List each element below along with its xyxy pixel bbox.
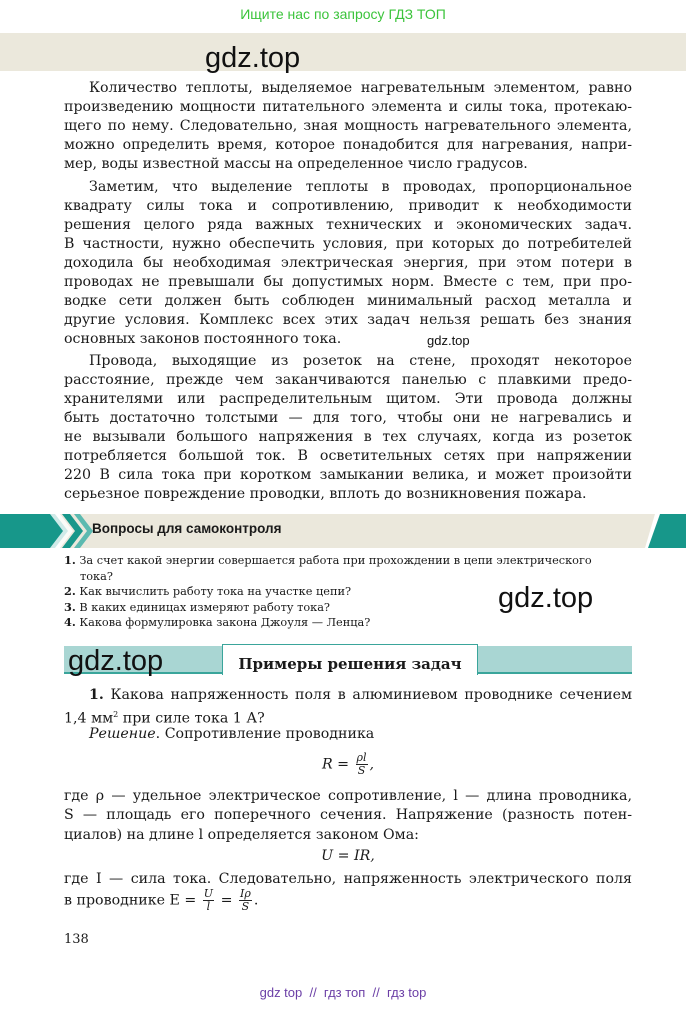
examples-title: Примеры решения задач: [222, 644, 478, 675]
footer-links[interactable]: gdz top // гдз топ // гдз top: [259, 985, 427, 1000]
text-line: потребляется большой ток. В осветительных сетях при напряжении: [64, 448, 632, 464]
text-line: водке сети должен быть соблюден минимальный расход металла и: [64, 293, 632, 309]
question-number: 3.: [64, 599, 76, 614]
punct: ,: [369, 756, 375, 773]
numerator: ρl: [356, 751, 367, 764]
text-line: быть достаточно толстыми — для того, чтобы они не нагревались и: [64, 410, 632, 426]
text-line: щего по нему. Следовательно, зная мощность нагревательного элемента,: [64, 118, 632, 134]
formula-lhs: R =: [321, 756, 350, 773]
question-number: 1.: [64, 553, 76, 567]
solution-text: в проводнике E =: [64, 892, 197, 909]
numerator: U: [203, 887, 214, 900]
text-line: основных законов постоянного тока.: [64, 331, 342, 347]
denominator: S: [241, 900, 250, 913]
problem-text: 1,4 мм: [64, 710, 114, 727]
page-number: 138: [64, 932, 89, 947]
question-text-cont: тока?: [80, 569, 113, 583]
question-text: В каких единицах измеряют работу тока?: [79, 600, 330, 614]
text-line: решения целого ряда важных технических и экономических задач.: [64, 217, 632, 233]
question-text: Как вычислить работу тока на участке цепи?: [79, 585, 352, 598]
watermark: gdz.top: [68, 645, 164, 677]
problem-line: [89, 686, 632, 705]
formula-ohm: U = IR,: [321, 848, 375, 864]
fraction: [239, 888, 252, 913]
punct: .: [253, 892, 259, 909]
formula-field-strength: [64, 888, 258, 913]
text-line: доходила бы необходимая электрическая энергия, при этом потери в: [64, 255, 632, 271]
watermark: gdz.top: [205, 42, 301, 74]
superscript: 2: [113, 710, 119, 719]
question-number: 4.: [64, 615, 76, 629]
questions-title: Вопросы для самоконтроля: [92, 521, 282, 536]
watermark: gdz.top: [498, 582, 594, 614]
text-line: 220 В сила тока при коротком замыкании велика, и может произойти: [64, 467, 632, 483]
equals: =: [220, 892, 233, 909]
text-line: Заметим, что выделение теплоты в проводах, пропорциональное: [89, 179, 632, 195]
question-number: 2.: [64, 584, 76, 598]
solution-text: где ρ — удельное электрическое сопротивление, l — длина проводника,: [64, 788, 632, 804]
text-line: можно определить время, которое понадобится для нагревания, напри-: [64, 137, 632, 153]
numerator: Iρ: [240, 887, 251, 900]
question-item: [64, 584, 351, 600]
text-line: серьезное повреждение проводки, вплоть до возникновения пожара.: [64, 486, 587, 502]
question-item: [64, 553, 592, 569]
text-line: квадрату силы тока и сопротивлению, приводит к необходимости: [64, 198, 632, 214]
question-text: Какова формулировка закона Джоуля — Ленца?: [79, 616, 371, 629]
problem-text: при силе тока 1 А?: [118, 710, 265, 727]
text-line: Провода, выходящие из розеток на стене, проходят некоторое: [89, 353, 632, 369]
solution-text: циалов) на длине l определяется законом Ома:: [64, 827, 419, 843]
solution-text: где I — сила тока. Следовательно, напряженность электрического поля: [64, 871, 632, 887]
text-line: расстояние, прежде чем заканчиваются панелью с плавкими предо-: [64, 372, 632, 388]
text-line: произведению мощности питательного элемента и силы тока, протекаю-: [64, 99, 632, 115]
text-line: мер, воды известной массы на определенное число градусов.: [64, 156, 528, 172]
text-line: не вызывали большого напряжения в тех случаях, когда из розеток: [64, 429, 632, 445]
fraction: [203, 888, 214, 913]
solution-label: Решение: [89, 726, 156, 742]
fraction: [356, 752, 368, 777]
text-line: другие условия. Комплекс всех этих задач нельзя решать без знания: [64, 312, 632, 328]
question-text: За счет какой энергии совершается работа при прохождении в цепи электрического: [79, 554, 592, 567]
question-item: [64, 615, 370, 631]
solution-line: [89, 725, 632, 744]
solution-text: S — площадь его поперечного сечения. Напряжение (разность потен-: [64, 807, 632, 823]
formula-resistance: [64, 752, 632, 777]
text-line: В частности, нужно обеспечить условия, при которых до потребителей: [64, 236, 632, 252]
solution-text: . Сопротивление проводника: [155, 726, 375, 742]
denominator: l: [206, 900, 211, 913]
text-line: Количество теплоты, выделяемое нагревательным элементом, равно: [89, 80, 632, 96]
watermark-small: gdz.top: [427, 333, 470, 348]
text-line: проводах не превышали бы допустимых норм. Вместе с тем, при про-: [64, 274, 632, 290]
top-banner[interactable]: Ищите нас по запросу ГДЗ ТОП: [240, 6, 446, 22]
text-line: хранителями или распределительным щитом. Эти провода должны: [64, 391, 632, 407]
problem-number: 1.: [89, 687, 104, 703]
question-item: [64, 600, 330, 616]
header-band: [0, 33, 686, 74]
denominator: S: [357, 764, 366, 777]
problem-text: Какова напряженность поля в алюминиевом проводнике сечением: [110, 687, 633, 703]
